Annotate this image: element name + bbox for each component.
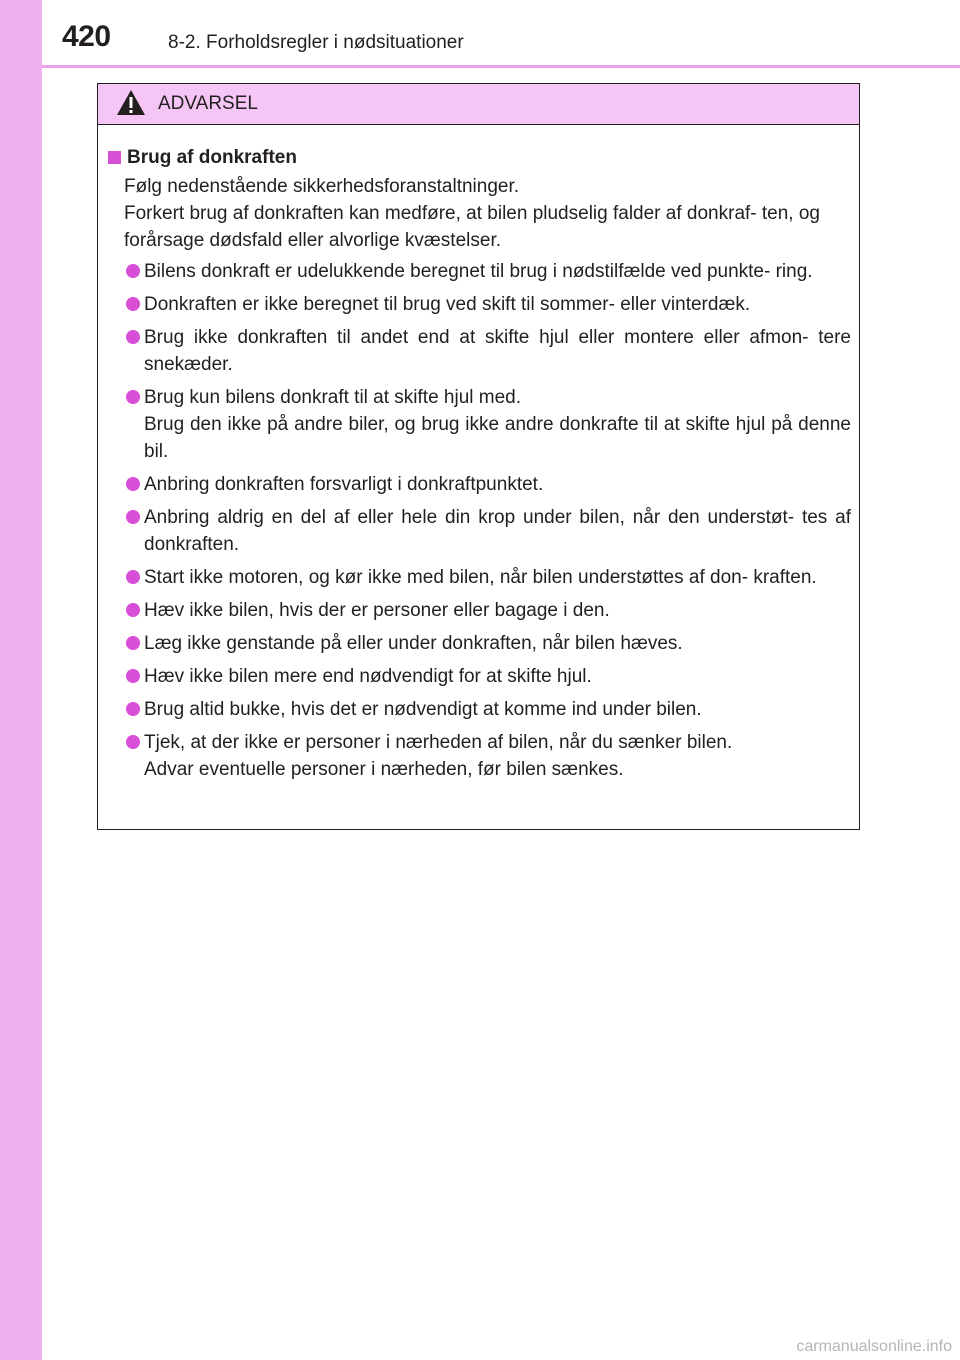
list-item [106,471,851,498]
square-bullet-icon [108,151,121,164]
list-item-text: Tjek, at der ikke er personer i nærheden af bilen, når du sænker bilen. [144,732,733,753]
intro-line: Følg nedenstående sikkerhedsforanstaltninger. [124,176,520,197]
warning-content [98,124,859,789]
circle-bullet-icon [126,510,140,524]
list-item [106,324,851,378]
header-divider [42,65,960,68]
warning-heading-text: Brug af donkraften [127,147,297,168]
section-title: 8-2. Forholdsregler i nødsituationer [168,32,464,53]
circle-bullet-icon [126,297,140,311]
warning-label: ADVARSEL [158,93,258,114]
warning-heading [106,144,851,171]
list-item-text: Advar eventuelle personer i nærheden, før bilen sænkes. [144,759,624,780]
list-item-text: Donkraften er ikke beregnet til brug ved skift til sommer- eller vinterdæk. [144,294,751,315]
list-item [106,258,851,285]
circle-bullet-icon [126,636,140,650]
list-item-text: Læg ikke genstande på eller under donkraften, når bilen hæves. [144,633,683,654]
page-number: 420 [62,20,111,53]
watermark: carmanualsonline.info [796,1338,952,1355]
list-item-text: Hæv ikke bilen mere end nødvendigt for at skifte hjul. [144,666,592,687]
circle-bullet-icon [126,264,140,278]
list-item [106,291,851,318]
list-item [106,504,851,558]
list-item-text: Start ikke motoren, og kør ikke med bilen, når bilen understøttes af don- kraften. [144,567,817,588]
circle-bullet-icon [126,570,140,584]
warning-header [98,84,859,125]
circle-bullet-icon [126,330,140,344]
list-item [106,729,851,783]
list-item-text: Brug kun bilens donkraft til at skifte hjul med. [144,387,522,408]
warning-box [97,83,860,830]
list-item-text: Anbring aldrig en del af eller hele din krop under bilen, når den understøt- tes af donkraften. [144,507,851,555]
warning-intro [124,173,851,254]
circle-bullet-icon [126,702,140,716]
list-item [106,384,851,465]
list-item [106,696,851,723]
list-item [106,564,851,591]
list-item [106,630,851,657]
circle-bullet-icon [126,390,140,404]
precaution-list [106,258,851,783]
intro-line: Forkert brug af donkraften kan medføre, at bilen pludselig falder af donkraf- ten, og forårsage dødsfald eller alvorlige kvæstelser. [124,203,820,251]
list-item [106,663,851,690]
circle-bullet-icon [126,735,140,749]
circle-bullet-icon [126,669,140,683]
list-item-text: Brug altid bukke, hvis det er nødvendigt at komme ind under bilen. [144,699,702,720]
list-item-text: Anbring donkraften forsvarligt i donkraftpunktet. [144,474,544,495]
circle-bullet-icon [126,603,140,617]
list-item-text: Bilens donkraft er udelukkende beregnet til brug i nødstilfælde ved punkte- ring. [144,261,813,282]
list-item-text: Hæv ikke bilen, hvis der er personer eller bagage i den. [144,600,610,621]
list-item-text: Brug den ikke på andre biler, og brug ikke andre donkrafte til at skifte hjul på denne bil. [144,414,851,462]
list-item-text: Brug ikke donkraften til andet end at skifte hjul eller montere eller afmon- tere snekæder. [144,327,851,375]
warning-triangle-icon [116,89,146,116]
circle-bullet-icon [126,477,140,491]
list-item [106,597,851,624]
side-color-strip [0,0,42,1360]
